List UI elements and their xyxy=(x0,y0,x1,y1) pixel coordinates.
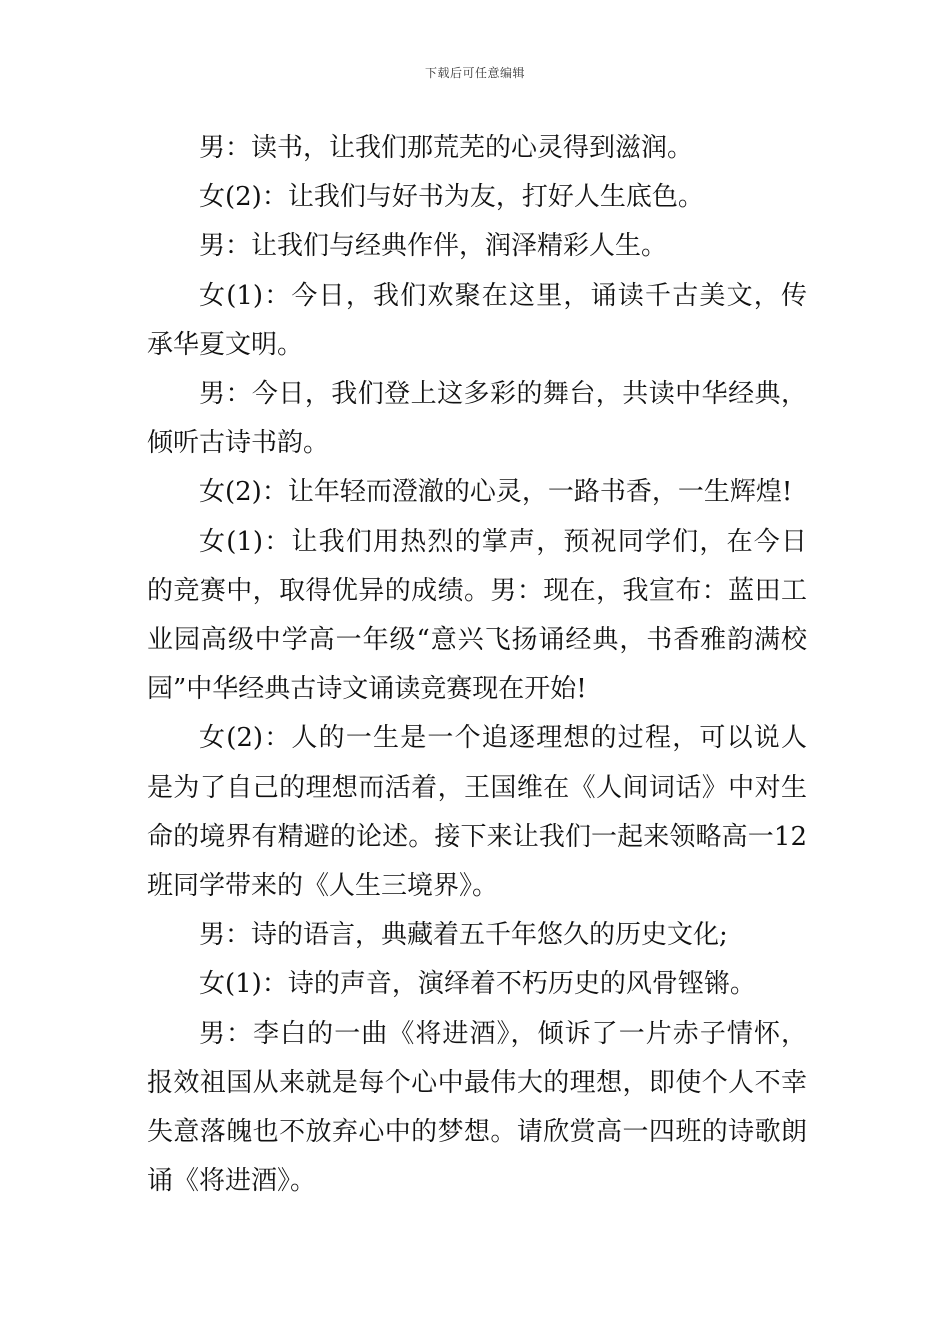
paragraph: 女(1)：诗的声音，演绎着不朽历史的风骨铿锵。 xyxy=(199,969,756,1000)
paragraph: 女(1)：今日，我们欢聚在这里，诵读千古美文，传承华夏文明。 xyxy=(147,280,807,360)
document-body xyxy=(147,124,807,1206)
paragraph: 女(2)：人的一生是一个追逐理想的过程，可以说人是为了自己的理想而活着，王国维在《人间词话》中对生命的境界有精避的论述。接下来让我们一起来领略高一12班同学带来的《人生三境界》。 xyxy=(147,723,807,902)
paragraph: 男：让我们与经典作伴，润泽精彩人生。 xyxy=(199,231,668,262)
paragraph: 男：李白的一曲《将进酒》，倾诉了一片赤子情怀，报效祖国从来就是每个心中最伟大的理想，即使个人不幸失意落魄也不放弃心中的梦想。请欣赏高一四班的诗歌朗诵《将进酒》。 xyxy=(147,1018,807,1197)
paragraph: 女(1)：让我们用热烈的掌声，预祝同学们，在今日的竞赛中，取得优异的成绩。男：现在，我宣布：蓝田工业园高级中学高一年级“意兴飞扬诵经典，书香雅韵满校园”中华经典古诗文诵读竞赛现在开始! xyxy=(147,526,807,705)
paragraph: 男：读书，让我们那荒芜的心灵得到滋润。 xyxy=(199,133,694,163)
paragraph: 男：诗的语言，典藏着五千年悠久的历史文化; xyxy=(199,920,728,951)
paragraph: 男：今日，我们登上这多彩的舞台，共读中华经典，倾听古诗书韵。 xyxy=(147,379,807,459)
paragraph: 女(2)：让年轻而澄澈的心灵，一路书香，一生辉煌! xyxy=(199,477,793,508)
page-header: 下载后可任意编辑 xyxy=(424,66,525,80)
paragraph: 女(2)：让我们与好书为友，打好人生底色。 xyxy=(199,182,704,213)
